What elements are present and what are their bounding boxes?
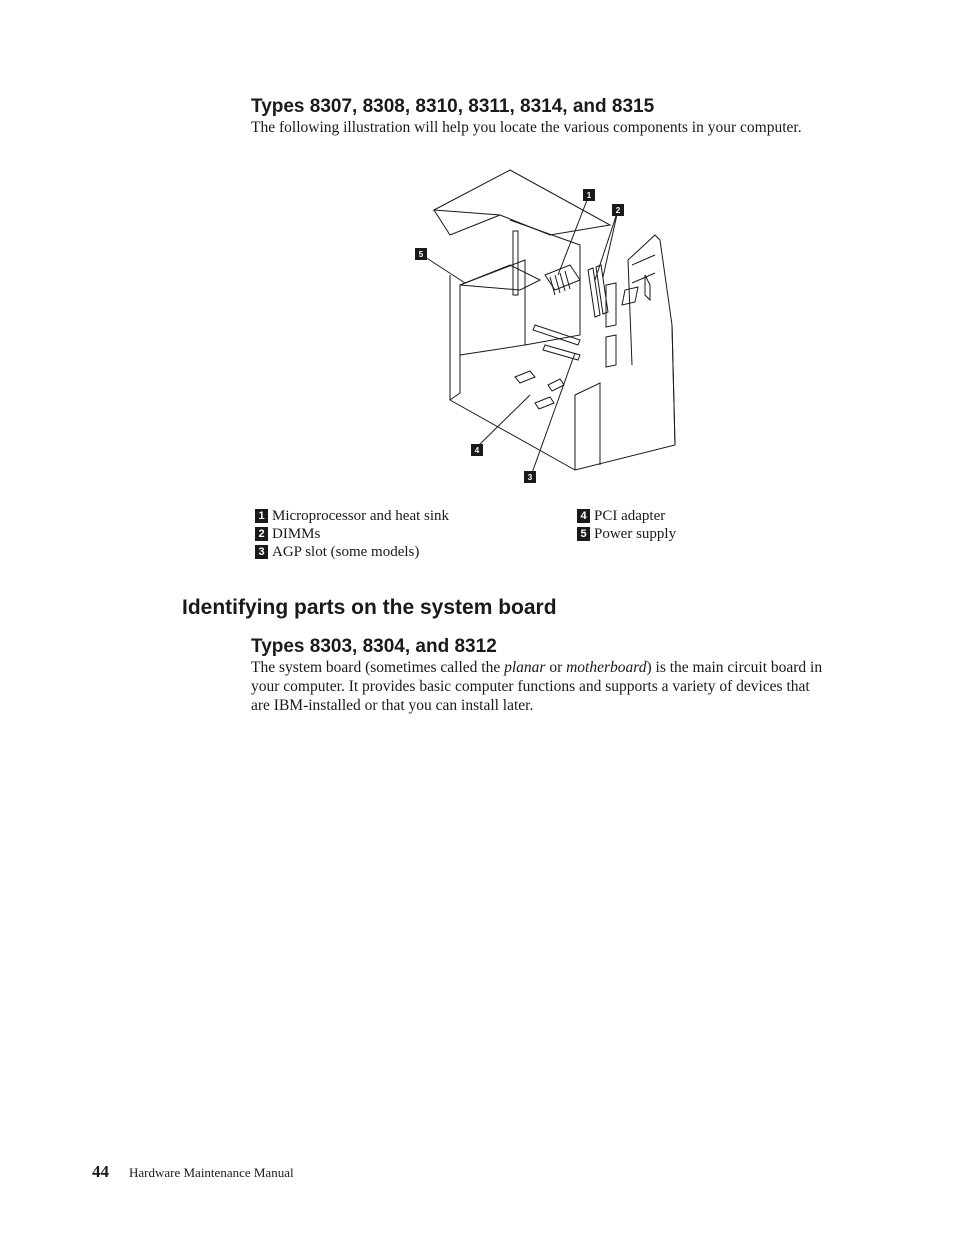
paragraph-text: or [545, 659, 567, 676]
svg-text:3: 3 [527, 473, 533, 482]
intro-paragraph: The following illustration will help you locate the various components in your computer. [251, 119, 802, 136]
legend-left [255, 507, 449, 561]
legend-label: PCI adapter [594, 508, 666, 524]
legend-number-badge: 1 [255, 509, 268, 523]
svg-text:4: 4 [474, 446, 480, 455]
page-number: 44 [92, 1162, 109, 1181]
legend-number-badge: 3 [255, 545, 268, 559]
legend-label: Microprocessor and heat sink [272, 508, 450, 524]
legend-item-3 [255, 543, 449, 561]
legend-number-badge: 4 [577, 509, 590, 523]
legend-label: Power supply [594, 526, 677, 542]
callout-5 [415, 248, 427, 260]
callout-4 [471, 444, 483, 456]
svg-text:5: 5 [418, 250, 424, 259]
section-heading-identifying-parts: Identifying parts on the system board [182, 596, 557, 619]
legend-number-badge: 2 [255, 527, 268, 541]
legend-number-badge: 5 [577, 527, 590, 541]
footer-title: Hardware Maintenance Manual [129, 1165, 294, 1180]
system-board-paragraph [251, 658, 826, 715]
callout-2 [612, 204, 624, 216]
paragraph-text: The system board (sometimes called the [251, 659, 505, 676]
svg-text:1: 1 [586, 191, 592, 200]
legend-item-4 [577, 507, 676, 525]
planar-term: planar [504, 659, 546, 676]
computer-line-drawing [410, 165, 690, 485]
legend-label: DIMMs [272, 526, 321, 542]
callout-3 [524, 471, 536, 483]
legend-right [577, 507, 676, 543]
motherboard-term: motherboard [566, 659, 647, 676]
subsection-heading-types-8303: Types 8303, 8304, and 8312 [251, 636, 497, 657]
legend-label: AGP slot (some models) [272, 544, 420, 560]
svg-text:2: 2 [615, 206, 621, 215]
paragraph-text: ) is the main circuit board in your computer. It provides basic computer functions and supports a variety of devices that are IBM-installed or that you can install later. [251, 659, 823, 714]
section-heading-types-8307: Types 8307, 8308, 8310, 8311, 8314, and 8315 [251, 96, 655, 117]
legend-item-5 [577, 525, 676, 543]
computer-components-illustration [410, 165, 690, 485]
legend-item-1 [255, 507, 449, 525]
callout-1 [583, 189, 595, 201]
legend-item-2 [255, 525, 449, 543]
